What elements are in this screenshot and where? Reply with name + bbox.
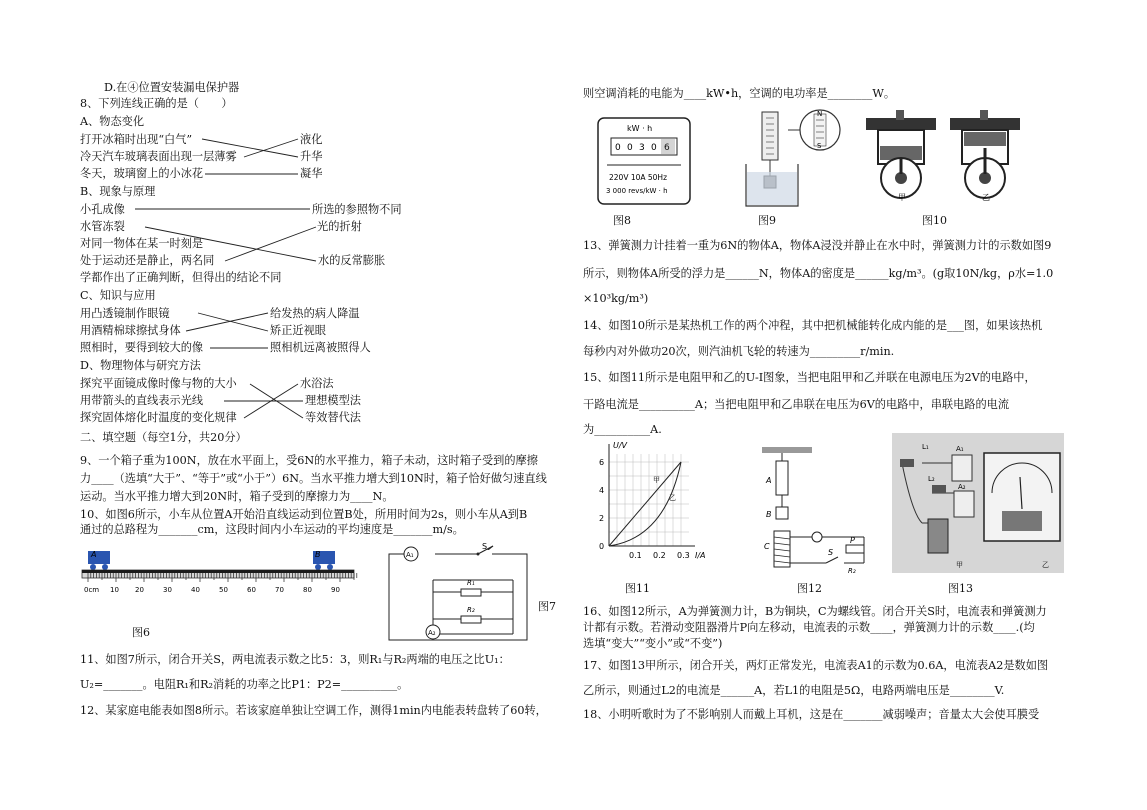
meter-revs: 3 000 revs/kW · h — [606, 187, 668, 195]
engine-yi — [950, 110, 1020, 202]
option-d-line: D.在④位置安装漏电保护器 — [104, 81, 240, 94]
fig11-xlabel: I/A — [695, 551, 706, 560]
a-left-1: 打开冰箱时出现“白气” — [80, 133, 193, 146]
b-tail: 学都作出了正确判断，但得出的结论不同 — [80, 271, 282, 284]
question-8: 8、下列连线正确的是（ ） — [80, 97, 233, 110]
q9-line-2: 力____（选填“大于”、“等于”或“小于”）6N。当水平推力增大到10N时，箱子恰好做匀速直线 — [80, 472, 547, 485]
q12-line-1: 12、某家庭电能表如图8所示。若该家庭单独让空调工作，测得1min内电能表转盘转了60转， — [80, 704, 547, 717]
fig12-c: C — [764, 542, 770, 551]
figure-12-caption: 图12 — [797, 582, 822, 595]
q13-line-1: 13、弹簧测力计挂着一重为6N的物体A，物体A浸没并静止在水中时，弹簧测力计的示数如图9 — [583, 239, 1052, 252]
fig12-s: S — [828, 548, 834, 557]
d-right-1: 水浴法 — [300, 377, 334, 390]
fig10-yi: 乙 — [982, 193, 990, 202]
section-b-heading: B、现象与原理 — [80, 185, 156, 198]
section-c-heading: C、知识与应用 — [80, 289, 156, 302]
fig11-y4: 4 — [599, 486, 605, 495]
c-left-2: 用酒精棉球擦拭身体 — [80, 324, 181, 337]
q16-line-1: 16、如图12所示，A为弹簧测力计，B为铜块，C为螺线管。闭合开关S时，电流表和弹簧测力 — [583, 605, 1047, 618]
q15-line-2: 干路电流是__________A；当把电阻甲和乙串联在电压为6V的电路中，串联电路的电流 — [583, 398, 1010, 411]
b-right-1: 所选的参照物不同 — [312, 203, 402, 216]
q14-line-2: 每秒内对外做功20次，则汽油机飞轮的转速为_________r/min. — [583, 345, 895, 358]
q17-line-1: 17、如图13甲所示，闭合开关，两灯正常发光，电流表A1的示数为0.6A，电流表A2是数如图 — [583, 659, 1049, 672]
fig11-y0: 0 — [599, 542, 605, 551]
q11-line-2: U₂=_______。电阻R₁和R₂消耗的功率之比P1：P2=__________。 — [80, 678, 409, 691]
fig11-x1: 0.1 — [629, 551, 642, 560]
b-left-4: 处于运动还是静止，两名同 — [80, 254, 215, 267]
q10-line-2: 通过的总路程为_______cm，这段时间内小车运动的平均速度是_______m/s。 — [80, 523, 464, 536]
fig10-jia: 甲 — [898, 193, 906, 202]
figure-12-solenoid — [760, 445, 872, 575]
fig13-jia: 甲 — [956, 561, 963, 569]
fig11-x2: 0.2 — [653, 551, 666, 560]
d-right-2: 理想模型法 — [305, 394, 361, 407]
c-right-1: 给发热的病人降温 — [270, 307, 360, 320]
a-right-3: 凝华 — [300, 167, 323, 180]
figure-10-caption: 图10 — [922, 214, 947, 227]
matching-lines — [0, 0, 560, 440]
section-d-heading: D、物理物体与研究方法 — [80, 359, 201, 372]
fig12-p: P — [850, 536, 855, 545]
q9-line-3: 运动。当水平推力增大到20N时，箱子受到的摩擦力为____N。 — [80, 490, 394, 503]
c-left-3: 照相时，要得到较大的像 — [80, 341, 204, 354]
fig13-a2: A₂ — [958, 483, 966, 491]
ruler-label-b: B — [315, 550, 321, 559]
figure-9-spring-scale — [742, 108, 857, 208]
a-left-2: 冷天汽车玻璃表面出现一层薄雾 — [80, 150, 237, 163]
q15-line-1: 15、如图11所示是电阻甲和乙的U-I图象，当把电阻甲和乙并联在电源电压为2V的电路中， — [583, 371, 1036, 384]
section-a-heading: A、物态变化 — [80, 115, 145, 128]
ruler-tick-40: 40 — [191, 586, 200, 594]
figure-10-engine-strokes — [858, 108, 1028, 208]
fig13-l2: L₂ — [928, 475, 935, 483]
b-left-3: 对同一物体在某一时刻是 — [80, 237, 204, 250]
meter-digit-3: 3 — [639, 143, 645, 153]
fig11-jia: 甲 — [653, 476, 660, 484]
ruler-tick-80: 80 — [303, 586, 312, 594]
d-left-3: 探究固体熔化时温度的变化规律 — [80, 411, 237, 424]
q17-line-2: 乙所示，则通过L2的电流是______A，若L1的电阻是5Ω，电路两端电压是________V. — [583, 684, 1005, 697]
q10-line-1: 10、如图6所示，小车从位置A开始沿直线运动到位置B处，所用时间为2s，则小车从A到B — [80, 508, 528, 521]
ruler-tick-90: 90 — [331, 586, 340, 594]
b-right-3: 水的反常膨胀 — [318, 254, 386, 267]
fig7-a2: A₂ — [428, 629, 436, 637]
meter-unit: kW · h — [627, 124, 653, 133]
ruler-tick-50: 50 — [219, 586, 228, 594]
c-right-3: 照相机远离被照得人 — [270, 341, 371, 354]
q13-line-2: 所示，则物体A所受的浮力是______N，物体A的密度是______kg/m³。(g取10N/kg，ρ水=1.0 — [583, 267, 1054, 280]
meter-spec: 220V 10A 50Hz — [609, 173, 668, 182]
figure-7-caption: 图7 — [538, 600, 556, 613]
figure-8-caption: 图8 — [613, 214, 631, 227]
figure-9-caption: 图9 — [758, 214, 776, 227]
fig11-x3: 0.3 — [677, 551, 690, 560]
q15-line-3: 为__________A. — [583, 423, 662, 436]
a-right-1: 液化 — [300, 133, 323, 146]
q18-line-1: 18、小明听歌时为了不影响别人而戴上耳机，这是在_______减弱噪声；音量太大会使耳膜受 — [583, 708, 1040, 721]
a-left-3: 冬天，玻璃窗上的小冰花 — [80, 167, 204, 180]
ruler-tick-0: 0cm — [84, 586, 100, 594]
meter-digit-1: 0 — [615, 143, 621, 153]
fig13-a1: A₁ — [956, 445, 964, 453]
engine-jia — [866, 110, 936, 202]
meter-digit-5: 6 — [664, 143, 670, 153]
figure-6-ruler — [78, 548, 358, 618]
ruler-tick-70: 70 — [275, 586, 284, 594]
figure-11-caption: 图11 — [625, 582, 650, 595]
fig13-l1: L₁ — [922, 443, 929, 451]
q12-line-2: 则空调消耗的电能为____kW•h，空调的电功率是________W。 — [583, 87, 896, 100]
q11-line-1: 11、如图7所示，闭合开关S，两电流表示数之比5：3，则R₁与R₂两端的电压之比U₁： — [80, 653, 510, 666]
d-right-3: 等效替代法 — [305, 411, 361, 424]
fig7-r1: R₁ — [467, 579, 475, 587]
ruler-tick-60: 60 — [247, 586, 256, 594]
fig11-yi: 乙 — [669, 494, 676, 502]
q16-line-2: 计都有示数。若滑动变阻器滑片P向左移动，电流表的示数____，弹簧测力计的示数____.(均 — [583, 621, 1035, 634]
figure-7-circuit — [383, 540, 533, 645]
fig11-y6: 6 — [599, 458, 605, 467]
figure-13-caption: 图13 — [948, 582, 973, 595]
section-2-heading: 二、填空题（每空1分，共20分） — [80, 431, 247, 444]
ruler-tick-30: 30 — [163, 586, 172, 594]
fig7-r2: R₂ — [467, 606, 475, 614]
ruler-tick-10: 10 — [110, 586, 119, 594]
figure-8-energy-meter — [597, 117, 692, 207]
q9-line-1: 9、一个箱子重为100N，放在水平面上，受6N的水平推力，箱子未动，这时箱子受到的摩擦 — [80, 454, 538, 467]
fig11-ylabel: U/V — [613, 441, 628, 450]
fig7-s: S — [482, 542, 488, 551]
q16-line-3: 选填“变大”“变小”或“不变”) — [583, 637, 723, 650]
fig9-n: N — [817, 110, 823, 118]
b-right-2: 光的折射 — [317, 220, 362, 233]
fig7-a1: A₁ — [406, 551, 414, 559]
b-left-2: 水管冻裂 — [80, 220, 125, 233]
c-left-1: 用凸透镜制作眼镜 — [80, 307, 170, 320]
meter-digit-2: 0 — [627, 143, 633, 153]
figure-6-caption: 图6 — [132, 626, 150, 639]
d-left-1: 探究平面镜成像时像与物的大小 — [80, 377, 237, 390]
fig11-y2: 2 — [599, 514, 605, 523]
q14-line-1: 14、如图10所示是某热机工作的两个冲程，其中把机械能转化成内能的是___图，如果该热机 — [583, 319, 1043, 332]
meter-digit-4: 0 — [651, 143, 657, 153]
q13-line-3: ×10³kg/m³) — [583, 292, 649, 305]
ruler-tick-20: 20 — [135, 586, 144, 594]
ruler-label-a: A — [91, 550, 97, 559]
fig12-b: B — [766, 510, 772, 519]
figure-13-photo — [892, 433, 1064, 573]
fig9-s: S — [817, 142, 822, 150]
figure-11-ui-graph — [595, 438, 710, 563]
fig13-yi: 乙 — [1042, 561, 1049, 569]
a-right-2: 升华 — [300, 150, 323, 163]
fig12-r2: R₂ — [848, 567, 856, 575]
fig12-a: A — [766, 476, 772, 485]
d-left-2: 用带箭头的直线表示光线 — [80, 394, 204, 407]
b-left-1: 小孔成像 — [80, 203, 125, 216]
c-right-2: 矫正近视眼 — [270, 324, 326, 337]
